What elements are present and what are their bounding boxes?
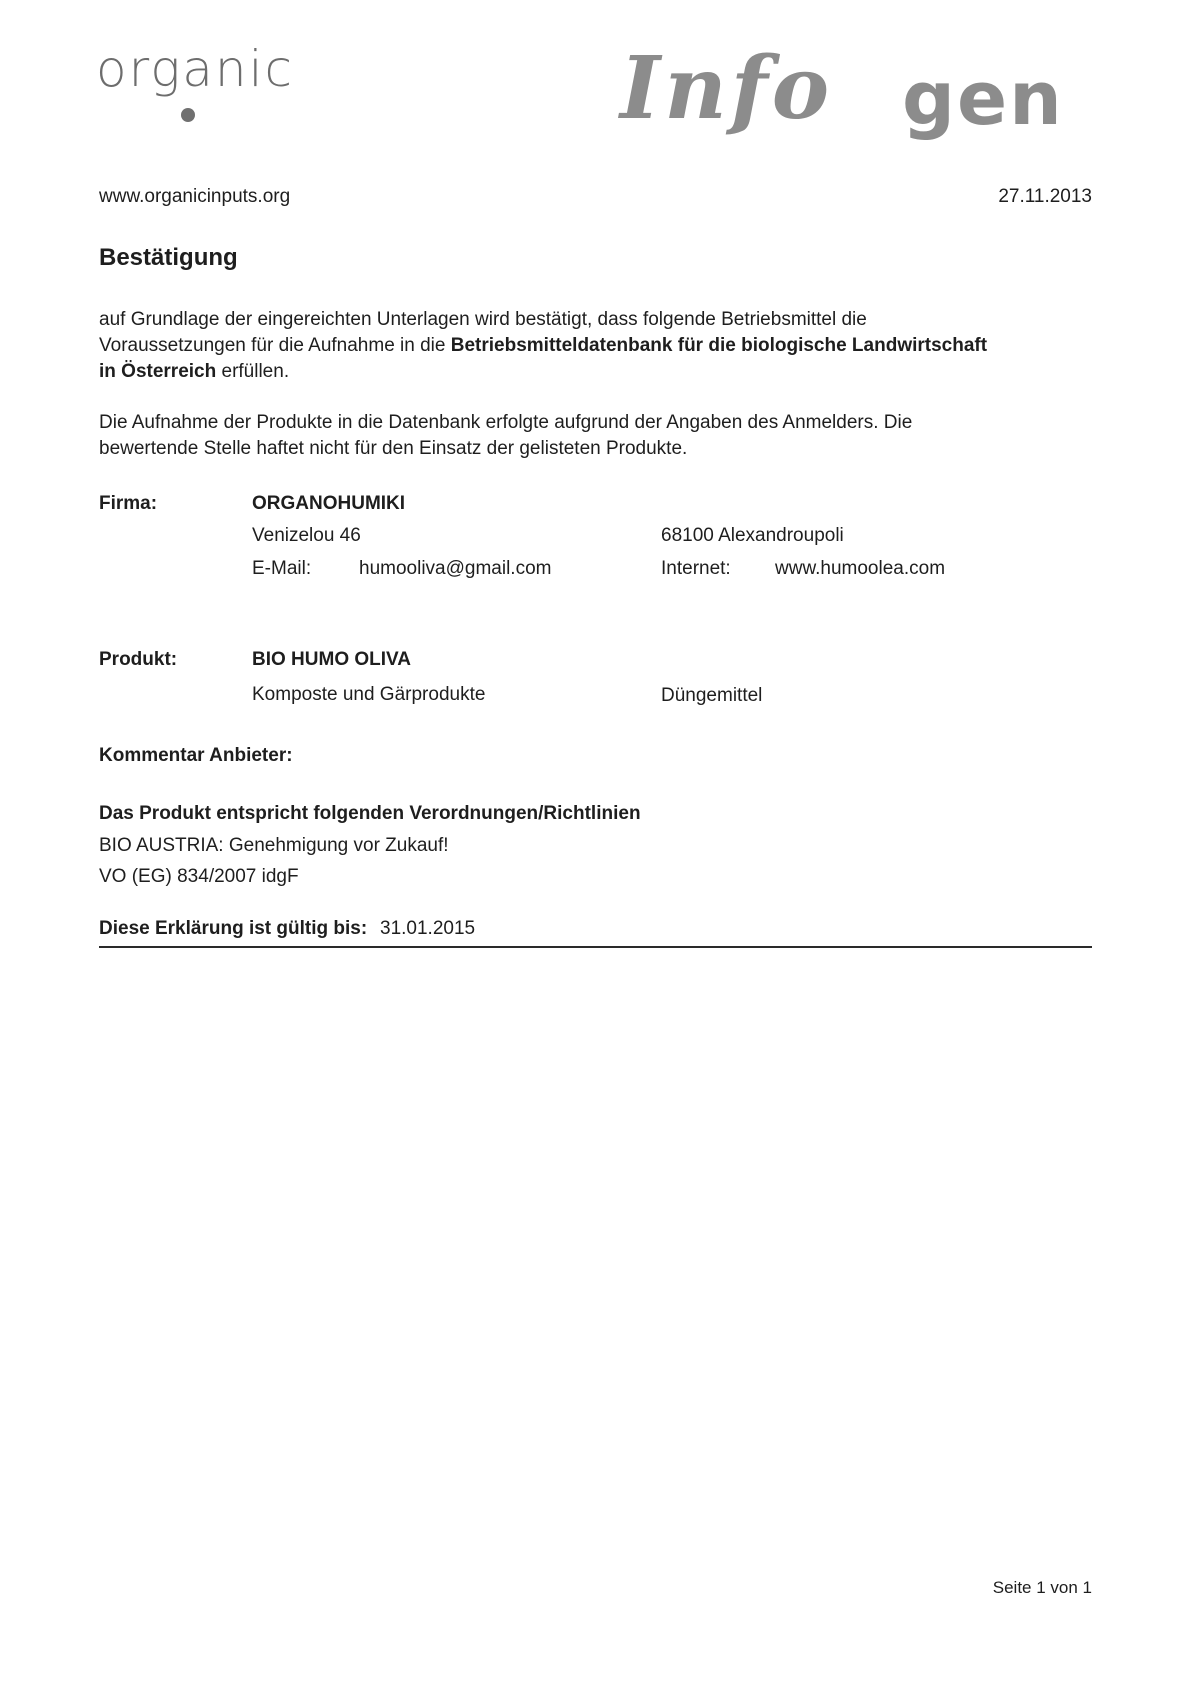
email-value: humooliva@gmail.com (359, 558, 552, 579)
confirmation-paragraph (99, 307, 999, 385)
regulation-item: BIO AUSTRIA: Genehmigung vor Zukauf! (99, 835, 449, 856)
infoxgen-logo (620, 38, 1075, 148)
website-url: www.organicinputs.org (99, 186, 291, 207)
company-name: ORGANOHUMIKI (252, 493, 406, 514)
confirmation-text-bold: Betriebsmitteldatenbank für die biologische Landwirtschaft in Österreich (99, 335, 988, 382)
page-number: Seite 1 von 1 (992, 1578, 1092, 1597)
confirmation-text-part1: auf Grundlage der eingereichten Unterlagen wird bestätigt, dass folgende Betriebsmittel die Voraussetzungen für die Aufnahme in die (99, 309, 867, 356)
divider-line (99, 946, 1092, 948)
company-street: Venizelou 46 (252, 525, 361, 546)
document-date: 27.11.2013 (998, 186, 1092, 207)
comment-label: Kommentar Anbieter: (99, 745, 293, 766)
validity-date: 31.01.2015 (380, 918, 476, 939)
disclaimer-paragraph: Die Aufnahme der Produkte in die Datenbank erfolgte aufgrund der Angaben des Anmelders. Die bewertende Stelle haftet nicht für den Einsatz der gelisteten Produkte. (99, 412, 913, 459)
product-label: Produkt: (99, 649, 178, 670)
organic-logo-dot (181, 108, 195, 122)
infoxgen-logo-info: Info (620, 38, 834, 139)
document-title: Bestätigung (99, 244, 238, 271)
internet-label: Internet: (661, 558, 731, 579)
validity-label: Diese Erklärung ist gültig bis: (99, 918, 368, 939)
product-category: Komposte und Gärprodukte (252, 684, 486, 705)
regulations-heading: Das Produkt entspricht folgenden Verordnungen/Richtlinien (99, 803, 641, 824)
product-name: BIO HUMO OLIVA (252, 649, 412, 670)
product-type: Düngemittel (661, 685, 763, 706)
internet-value: www.humoolea.com (775, 558, 946, 579)
confirmation-text-part2: erfüllen. (216, 361, 290, 382)
regulation-item: VO (EG) 834/2007 idgF (99, 866, 299, 887)
infoxgen-logo-gen: gen (902, 56, 1064, 142)
company-city: 68100 Alexandroupoli (661, 525, 844, 546)
company-label: Firma: (99, 493, 158, 514)
organic-logo-text: organic (96, 40, 294, 98)
email-label: E-Mail: (252, 558, 312, 579)
